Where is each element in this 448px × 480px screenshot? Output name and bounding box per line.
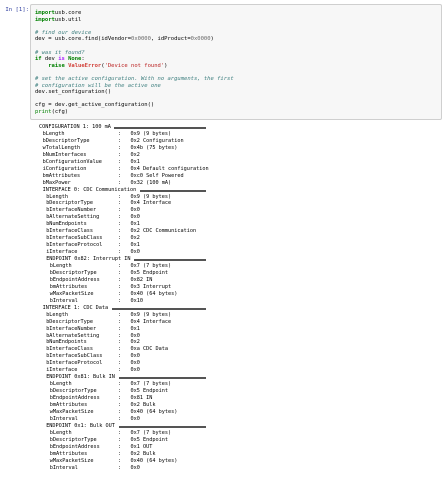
- code-token: dev: [41, 56, 59, 63]
- descriptor-value: : 0x2: [118, 339, 140, 346]
- code-token: # configuration will be the active one: [35, 82, 161, 89]
- descriptor-value: : 0x7 (7 bytes): [118, 429, 172, 436]
- descriptor-value: : 0x2 Bulk: [118, 450, 156, 457]
- descriptor-value: : 0x40 (64 bytes): [118, 457, 178, 464]
- descriptor-field: bInterval: [49, 297, 78, 304]
- code-line: [35, 50, 85, 56]
- code-token: 'Device not found': [104, 62, 165, 69]
- descriptor-field: bDescriptorType: [42, 137, 90, 144]
- code-line: [35, 36, 214, 42]
- header-rule: [119, 426, 207, 428]
- descriptor-value: : 0x40 (64 bytes): [118, 408, 178, 415]
- descriptor-field: bAlternateSetting: [46, 214, 100, 221]
- descriptor-value: : 0x9 (9 bytes): [118, 311, 172, 318]
- descriptor-field: wMaxPacketSize: [49, 408, 94, 415]
- code-line: [35, 30, 91, 36]
- code-token: [35, 63, 48, 69]
- descriptor-field: bEndpointAddress: [49, 395, 100, 402]
- descriptor-field: bmAttributes: [49, 402, 88, 408]
- code-token: 0x0000: [190, 36, 211, 43]
- descriptor-field: bDescriptorType: [49, 388, 97, 395]
- descriptor-field: wMaxPacketSize: [49, 457, 94, 464]
- descriptor-value: : 0x0: [118, 332, 140, 339]
- descriptor-value: : 0x1 OUT: [118, 443, 153, 450]
- descriptor-value: : 0x2 Bulk: [118, 402, 156, 408]
- descriptor-field: bInterval: [49, 415, 78, 422]
- descriptor-field: bmAttributes: [49, 450, 88, 457]
- descriptor-value: : 0x0: [118, 353, 140, 360]
- descriptor-header: INTERFACE 0: CDC Communication: [42, 186, 137, 193]
- descriptor-value: : 0x1: [118, 158, 140, 165]
- cell-prompt: In [1]:: [5, 7, 29, 13]
- code-line: [35, 10, 81, 16]
- descriptor-field: bDescriptorType: [49, 269, 97, 276]
- descriptor-field: bNumEndpoints: [46, 221, 87, 228]
- code-line: [35, 102, 154, 108]
- code-line: [35, 89, 111, 95]
- code-token: ): [164, 62, 168, 69]
- descriptor-value: : 0x5 Endpoint: [118, 269, 168, 276]
- code-line: [35, 17, 81, 23]
- descriptor-value: : 0x7 (7 bytes): [118, 381, 172, 388]
- descriptor-field: bInterfaceSubClass: [46, 353, 103, 360]
- descriptor-value: : 0x2: [118, 151, 140, 158]
- descriptor-field: bInterfaceClass: [46, 346, 94, 353]
- descriptor-value: : 0x7 (7 bytes): [118, 263, 172, 269]
- descriptor-value: : 0x2 CDC Communication: [118, 228, 197, 235]
- descriptor-field: iConfiguration: [42, 165, 87, 172]
- code-token: import: [35, 16, 55, 23]
- descriptor-field: iInterface: [46, 367, 78, 374]
- code-line: [35, 63, 167, 69]
- cell-output: [36, 123, 444, 480]
- code-token: ValueError: [68, 62, 102, 69]
- descriptor-field: bMaxPower: [42, 179, 71, 186]
- code-token: # was it found?: [35, 49, 85, 56]
- code-token: if: [35, 56, 42, 63]
- descriptor-field: bNumEndpoints: [46, 339, 87, 346]
- code-line: [35, 56, 85, 62]
- descriptor-value: : 0x1: [118, 221, 140, 228]
- header-rule: [140, 190, 206, 192]
- descriptor-value: : 0xa CDC Data: [118, 346, 168, 353]
- header-rule: [112, 308, 206, 310]
- descriptor-field: bEndpointAddress: [49, 276, 100, 283]
- code-token: 0x0000: [131, 36, 151, 43]
- descriptor-field: bmAttributes: [42, 172, 81, 179]
- descriptor-value: : 0x4 Interface: [118, 318, 172, 325]
- code-token: , idProduct=: [150, 36, 191, 43]
- code-token: (: [101, 62, 105, 69]
- descriptor-header: ENDPOINT 0x81: Bulk IN: [46, 374, 115, 381]
- code-token: (cfg): [51, 109, 69, 115]
- code-token: raise: [48, 62, 65, 69]
- descriptor-value: : 0x1: [118, 325, 140, 332]
- descriptor-value: : 0x0: [118, 249, 140, 256]
- descriptor-value: : 0x5 Endpoint: [118, 436, 168, 443]
- header-rule: [119, 377, 207, 379]
- descriptor-value: : 0x0: [118, 207, 140, 214]
- descriptor-value: : 0x0: [118, 464, 140, 471]
- code-token: ): [210, 36, 214, 43]
- descriptor-value: : 0x3 Interrupt: [118, 283, 172, 290]
- code-cell-input[interactable]: [30, 4, 442, 120]
- descriptor-header: CONFIGURATION 1: 100 mA: [39, 124, 111, 130]
- descriptor-field: bInterfaceNumber: [46, 207, 97, 214]
- descriptor-value: : 0x0: [118, 360, 140, 367]
- code-line: [35, 109, 68, 115]
- descriptor-field: bLength: [49, 263, 72, 269]
- code-line: [35, 76, 234, 82]
- descriptor-field: bmAttributes: [49, 283, 88, 290]
- descriptor-field: bLength: [49, 381, 72, 388]
- descriptor-field: bDescriptorType: [46, 318, 94, 325]
- descriptor-header: ENDPOINT 0x1: Bulk OUT: [46, 422, 115, 429]
- descriptor-value: : 0x0: [118, 214, 140, 221]
- descriptor-field: bInterfaceNumber: [46, 325, 97, 332]
- descriptor-value: : 0x10: [118, 297, 143, 304]
- code-token: dev = usb.core.find(idVendor=: [35, 36, 132, 43]
- descriptor-field: bInterfaceProtocol: [46, 360, 103, 367]
- descriptor-field: bLength: [46, 193, 69, 200]
- descriptor-field: iInterface: [46, 249, 78, 256]
- descriptor-field: bAlternateSetting: [46, 332, 100, 339]
- descriptor-value: : 0x5 Endpoint: [118, 388, 168, 395]
- descriptor-field: bInterfaceProtocol: [46, 242, 103, 249]
- descriptor-value: : 0x0: [118, 415, 140, 422]
- descriptor-field: bLength: [46, 311, 69, 318]
- code-token: usb.util: [54, 16, 82, 23]
- code-token: :: [81, 56, 85, 63]
- code-token: # set the active configuration. With no arguments, the first: [35, 76, 234, 82]
- descriptor-field: wTotalLength: [42, 144, 81, 151]
- descriptor-header: INTERFACE 1: CDC Data: [42, 304, 109, 311]
- code-token: dev.set_configuration(): [35, 89, 112, 96]
- descriptor-value: : 0x4 Default configuration: [118, 165, 209, 172]
- code-token: cfg = dev.get_active_configuration(): [35, 102, 155, 109]
- descriptor-field: bNumInterfaces: [42, 151, 87, 158]
- code-token: is: [58, 56, 65, 63]
- code-token: print: [35, 109, 52, 115]
- descriptor-value: : 0x0: [118, 367, 140, 374]
- descriptor-field: bConfigurationValue: [42, 158, 102, 165]
- descriptor-value: : 0x9 (9 bytes): [118, 193, 172, 200]
- descriptor-value: : 0x40 (64 bytes): [118, 290, 178, 297]
- descriptor-field: bLength: [42, 130, 65, 137]
- descriptor-field: bInterfaceClass: [46, 228, 94, 235]
- descriptor-value: : 0x1: [118, 242, 140, 249]
- descriptor-value: : 0x9 (9 bytes): [118, 130, 172, 137]
- descriptor-field: bDescriptorType: [46, 200, 94, 207]
- descriptor-value: : 0xc0 Self Powered: [118, 172, 184, 179]
- descriptor-value: : 0x4b (75 bytes): [118, 144, 178, 151]
- descriptor-field: bLength: [49, 429, 72, 436]
- descriptor-field: bEndpointAddress: [49, 443, 100, 450]
- descriptor-value: : 0x2: [118, 235, 140, 242]
- descriptor-field: bInterfaceSubClass: [46, 235, 103, 242]
- descriptor-value: : 0x2 Configuration: [118, 137, 184, 144]
- descriptor-value: : 0x82 IN: [118, 276, 153, 283]
- descriptor-field: bInterval: [49, 464, 78, 471]
- descriptor-value: : 0x4 Interface: [118, 200, 172, 207]
- code-token: # find our device: [35, 29, 92, 36]
- header-rule: [114, 127, 206, 129]
- code-token: None: [68, 56, 82, 63]
- descriptor-value: : 0x81 IN: [118, 395, 153, 402]
- code-token: import: [35, 10, 55, 16]
- header-rule: [134, 259, 206, 261]
- descriptor-header: ENDPOINT 0x82: Interrupt IN: [46, 256, 131, 263]
- descriptor-field: wMaxPacketSize: [49, 290, 94, 297]
- descriptor-field: bDescriptorType: [49, 436, 97, 443]
- code-line: [35, 83, 161, 89]
- descriptor-value: : 0x32 (100 mA): [118, 179, 172, 186]
- code-token: usb.core: [54, 10, 82, 16]
